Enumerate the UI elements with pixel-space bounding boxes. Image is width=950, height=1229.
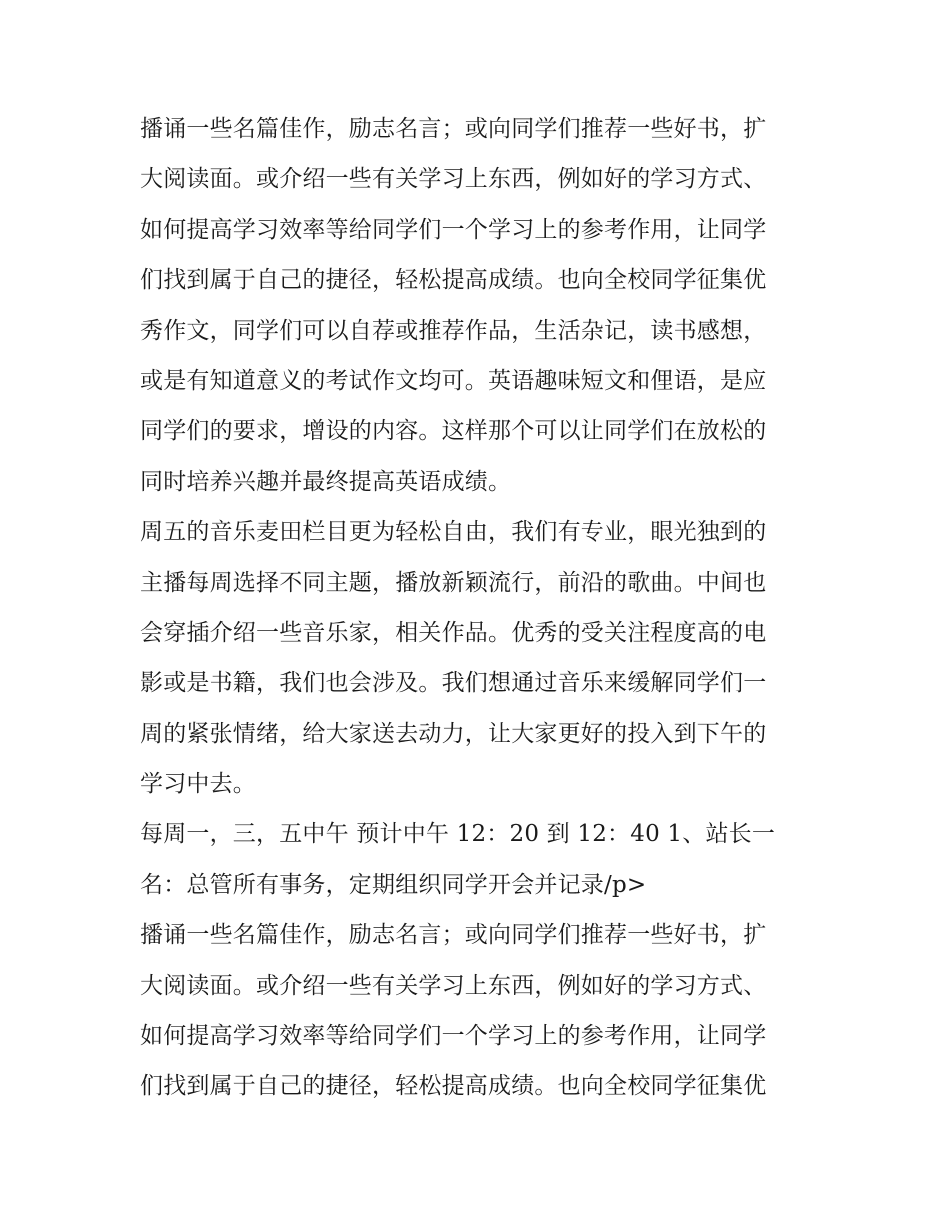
text-line: 大阅读面。或介绍一些有关学习上东西，例如好的学习方式、: [140, 972, 767, 999]
text-line: 大阅读面。或介绍一些有关学习上东西，例如好的学习方式、: [140, 166, 767, 193]
text-line: 名：总管所有事务，定期组织同学开会并记录/p>: [140, 871, 647, 898]
text-line: 播诵一些名篇佳作，励志名言；或向同学们推荐一些好书，扩: [140, 922, 767, 949]
text-line: 播诵一些名篇佳作，励志名言；或向同学们推荐一些好书，扩: [140, 116, 767, 142]
text-line: 如何提高学习效率等给同学们一个学习上的参考作用，让同学: [140, 216, 767, 243]
text-line: 如何提高学习效率等给同学们一个学习上的参考作用，让同学: [140, 1023, 767, 1050]
text-line: 主播每周选择不同主题，播放新颖流行，前沿的歌曲。中间也: [140, 569, 767, 596]
text-line: 或是有知道意义的考试作文均可。英语趣味短文和俚语，是应: [140, 367, 767, 394]
text-line: 学习中去。: [140, 771, 256, 798]
text-line: 每周一，三，五中午 预计中午 12：20 到 12：40 1、站长一: [140, 821, 776, 848]
text-line: 同学们的要求，增设的内容。这样那个可以让同学们在放松的: [140, 418, 767, 445]
text-line: 影或是书籍，我们也会涉及。我们想通过音乐来缓解同学们一: [140, 670, 767, 697]
text-line: 们找到属于自己的捷径，轻松提高成绩。也向全校同学征集优: [140, 1073, 767, 1100]
text-line: 同时培养兴趣并最终提高英语成绩。: [140, 468, 512, 495]
text-line: 秀作文，同学们可以自荐或推荐作品，生活杂记，读书感想，: [140, 317, 767, 344]
text-line: 们找到属于自己的捷径，轻松提高成绩。也向全校同学征集优: [140, 267, 767, 294]
text-line: 周五的音乐麦田栏目更为轻松自由，我们有专业，眼光独到的: [140, 519, 767, 546]
text-line: 会穿插介绍一些音乐家，相关作品。优秀的受关注程度高的电: [140, 619, 767, 646]
text-line: 周的紧张情绪，给大家送去动力，让大家更好的投入到下午的: [140, 720, 767, 747]
document-body: [140, 104, 820, 1112]
